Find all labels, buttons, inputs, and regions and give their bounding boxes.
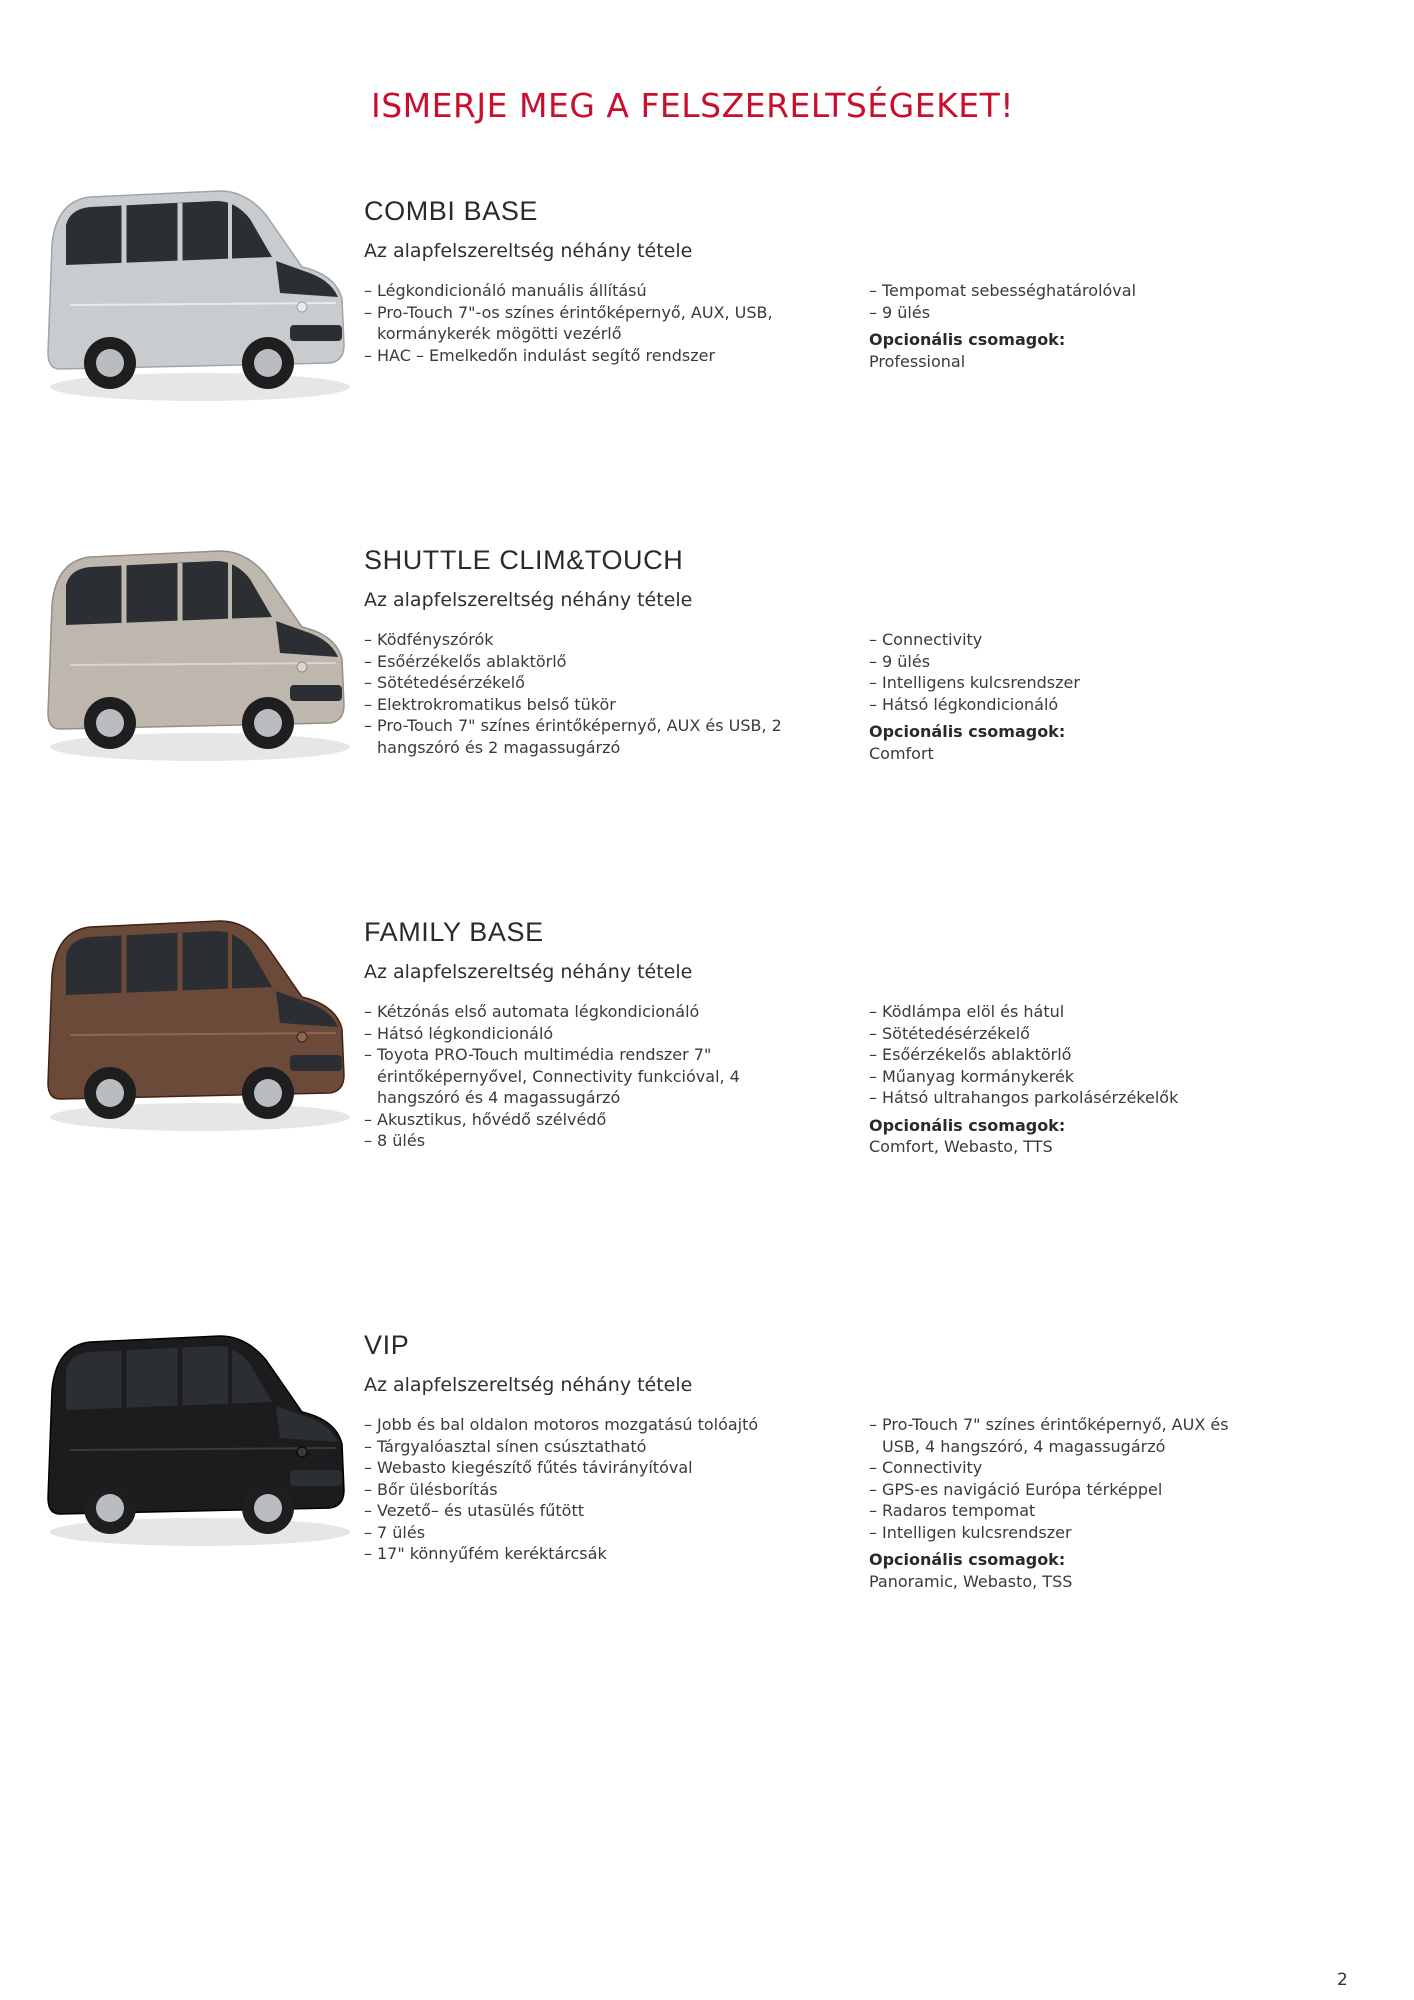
feature-text: Esőérzékelős ablaktörlő — [377, 651, 567, 671]
dash-bullet: – — [364, 1501, 372, 1520]
feature-list-left — [364, 280, 824, 366]
dash-bullet: – — [364, 1415, 372, 1434]
dash-bullet: – — [869, 302, 877, 322]
feature-item — [364, 715, 824, 758]
feature-text: Intelligens kulcsrendszer — [882, 673, 1080, 692]
feature-item — [364, 1522, 824, 1544]
dash-bullet: – — [869, 1002, 877, 1021]
dash-bullet: – — [364, 1023, 372, 1043]
feature-list-left — [364, 1414, 824, 1565]
feature-list-right — [869, 280, 1249, 372]
feature-item — [364, 1500, 824, 1522]
dash-bullet: – — [364, 345, 372, 365]
feature-list-right — [869, 1001, 1249, 1158]
dash-bullet: – — [364, 673, 372, 692]
feature-item — [364, 651, 824, 673]
dash-bullet: – — [364, 651, 372, 671]
options-value: Panoramic, Webasto, TSS — [869, 1571, 1073, 1591]
dash-bullet: – — [869, 1479, 877, 1499]
feature-item — [364, 1109, 824, 1131]
dash-bullet: – — [364, 1002, 372, 1021]
van-image — [40, 905, 350, 1145]
trim-title: SHUTTLE CLIM&TOUCH — [364, 545, 684, 575]
trim-subtitle: Az alapfelszereltség néhány tétele — [364, 1374, 693, 1396]
feature-item — [364, 280, 824, 302]
feature-text: Connectivity — [882, 630, 983, 649]
feature-item — [364, 302, 824, 345]
feature-item — [869, 1087, 1249, 1109]
feature-text: Ködfényszórók — [377, 630, 494, 649]
feature-item — [364, 1436, 824, 1458]
feature-text: Webasto kiegészítő fűtés távirányítóval — [377, 1458, 693, 1477]
feature-item — [364, 1479, 824, 1501]
dash-bullet: – — [364, 1458, 372, 1477]
feature-text: Bőr ülésborítás — [377, 1479, 498, 1499]
dash-bullet: – — [869, 1501, 877, 1520]
feature-text: HAC – Emelkedőn indulást segítő rendszer — [377, 345, 716, 365]
feature-text: Kétzónás első automata légkondicionáló — [377, 1002, 700, 1021]
feature-item — [364, 1044, 824, 1109]
feature-text: Sötétedésérzékelő — [377, 673, 525, 692]
feature-text: 9 ülés — [882, 651, 931, 671]
dash-bullet: – — [869, 1458, 877, 1477]
feature-list-right — [869, 1414, 1249, 1592]
feature-text: Pro-Touch 7"-os színes érintőképernyő, AUX, USB, kormánykerék mögötti vezérlő — [377, 302, 773, 343]
feature-item — [364, 694, 824, 716]
feature-item — [869, 280, 1249, 302]
feature-text: Hátsó légkondicionáló — [377, 1023, 554, 1043]
dash-bullet: – — [869, 1023, 877, 1043]
feature-list-left — [364, 1001, 824, 1152]
feature-text: Tárgyalóasztal sínen csúsztatható — [377, 1436, 647, 1456]
feature-item — [869, 1414, 1249, 1457]
feature-text: Sötétedésérzékelő — [882, 1023, 1030, 1043]
feature-text: Radaros tempomat — [882, 1501, 1036, 1520]
trim-subtitle: Az alapfelszereltség néhány tétele — [364, 961, 693, 983]
trim-subtitle: Az alapfelszereltség néhány tétele — [364, 589, 693, 611]
feature-text: Pro-Touch 7" színes érintőképernyő, AUX és USB, 4 hangszóró, 4 magassugárzó — [882, 1415, 1229, 1456]
trim-title: FAMILY BASE — [364, 917, 544, 947]
van-image — [40, 175, 350, 415]
feature-item — [869, 672, 1249, 694]
options-label: Opcionális csomagok: — [869, 330, 1066, 349]
feature-item — [364, 672, 824, 694]
dash-bullet: – — [869, 1088, 877, 1107]
feature-text: Intelligen kulcsrendszer — [882, 1522, 1072, 1542]
feature-text: Tempomat sebességhatárolóval — [882, 281, 1137, 300]
feature-text: 7 ülés — [377, 1522, 426, 1542]
dash-bullet: – — [869, 1045, 877, 1064]
feature-text: Pro-Touch 7" színes érintőképernyő, AUX és USB, 2 hangszóró és 2 magassugárzó — [377, 716, 782, 757]
feature-text: Elektrokromatikus belső tükör — [377, 694, 616, 714]
trim-title: VIP — [364, 1330, 410, 1360]
feature-item — [364, 345, 824, 367]
dash-bullet: – — [869, 1415, 877, 1434]
feature-text: 8 ülés — [377, 1131, 426, 1150]
options-label: Opcionális csomagok: — [869, 1115, 1066, 1135]
dash-bullet: – — [364, 1131, 372, 1150]
dash-bullet: – — [869, 281, 877, 300]
feature-item — [869, 651, 1249, 673]
dash-bullet: – — [869, 651, 877, 671]
dash-bullet: – — [364, 1436, 372, 1456]
feature-text: Toyota PRO-Touch multimédia rendszer 7" érintőképernyővel, Connectivity funkcióval, 4 hangszóró és 4 magassugárzó — [377, 1045, 740, 1107]
feature-item — [869, 302, 1249, 324]
feature-item — [869, 1500, 1249, 1522]
feature-item — [869, 1023, 1249, 1045]
feature-list-right — [869, 629, 1249, 764]
dash-bullet: – — [364, 1479, 372, 1499]
page-title: ISMERJE MEG A FELSZERELTSÉGEKET! — [371, 86, 1014, 125]
feature-item — [364, 1543, 824, 1565]
feature-text: Jobb és bal oldalon motoros mozgatású tolóajtó — [377, 1415, 759, 1434]
feature-item — [869, 1066, 1249, 1088]
feature-item — [869, 1001, 1249, 1023]
feature-item — [869, 1522, 1249, 1544]
feature-text: Vezető– és utasülés fűtött — [377, 1501, 584, 1520]
feature-item — [364, 1457, 824, 1479]
options-value: Comfort — [869, 743, 934, 763]
page-number: 2 — [1337, 1970, 1348, 1990]
options-label: Opcionális csomagok: — [869, 722, 1066, 741]
dash-bullet: – — [364, 1045, 372, 1064]
feature-item — [364, 1001, 824, 1023]
options-value: Comfort, Webasto, TTS — [869, 1137, 1053, 1156]
feature-item — [869, 1457, 1249, 1479]
trim-title: COMBI BASE — [364, 196, 539, 226]
feature-text: Légkondicionáló manuális állítású — [377, 281, 647, 300]
feature-item — [869, 629, 1249, 651]
feature-text: Hátsó légkondicionáló — [882, 694, 1059, 714]
van-image — [40, 535, 350, 775]
feature-item — [869, 1044, 1249, 1066]
feature-text: Ködlámpa elöl és hátul — [882, 1002, 1065, 1021]
dash-bullet: – — [869, 630, 877, 649]
dash-bullet: – — [364, 694, 372, 714]
dash-bullet: – — [869, 673, 877, 692]
dash-bullet: – — [869, 1522, 877, 1542]
feature-text: Műanyag kormánykerék — [882, 1066, 1075, 1086]
feature-text: Hátsó ultrahangos parkolásérzékelők — [882, 1088, 1179, 1107]
trim-subtitle: Az alapfelszereltség néhány tétele — [364, 240, 693, 262]
dash-bullet: – — [869, 1066, 877, 1086]
dash-bullet: – — [364, 302, 372, 322]
feature-text: Akusztikus, hővédő szélvédő — [377, 1109, 607, 1129]
feature-text: 17" könnyűfém keréktárcsák — [377, 1544, 607, 1563]
dash-bullet: – — [364, 630, 372, 649]
options-label: Opcionális csomagok: — [869, 1550, 1066, 1569]
feature-text: GPS-es navigáció Európa térképpel — [882, 1479, 1163, 1499]
feature-item — [364, 629, 824, 651]
options-value: Professional — [869, 351, 966, 371]
dash-bullet: – — [364, 281, 372, 300]
dash-bullet: – — [364, 716, 372, 735]
dash-bullet: – — [364, 1109, 372, 1129]
dash-bullet: – — [364, 1522, 372, 1542]
feature-item — [364, 1414, 824, 1436]
feature-item — [364, 1130, 824, 1152]
feature-list-left — [364, 629, 824, 758]
feature-item — [869, 694, 1249, 716]
feature-text: 9 ülés — [882, 302, 931, 322]
dash-bullet: – — [364, 1544, 372, 1563]
feature-text: Esőérzékelős ablaktörlő — [882, 1045, 1072, 1064]
dash-bullet: – — [869, 694, 877, 714]
feature-item — [364, 1023, 824, 1045]
feature-item — [869, 1479, 1249, 1501]
van-image — [40, 1320, 350, 1560]
feature-text: Connectivity — [882, 1458, 983, 1477]
